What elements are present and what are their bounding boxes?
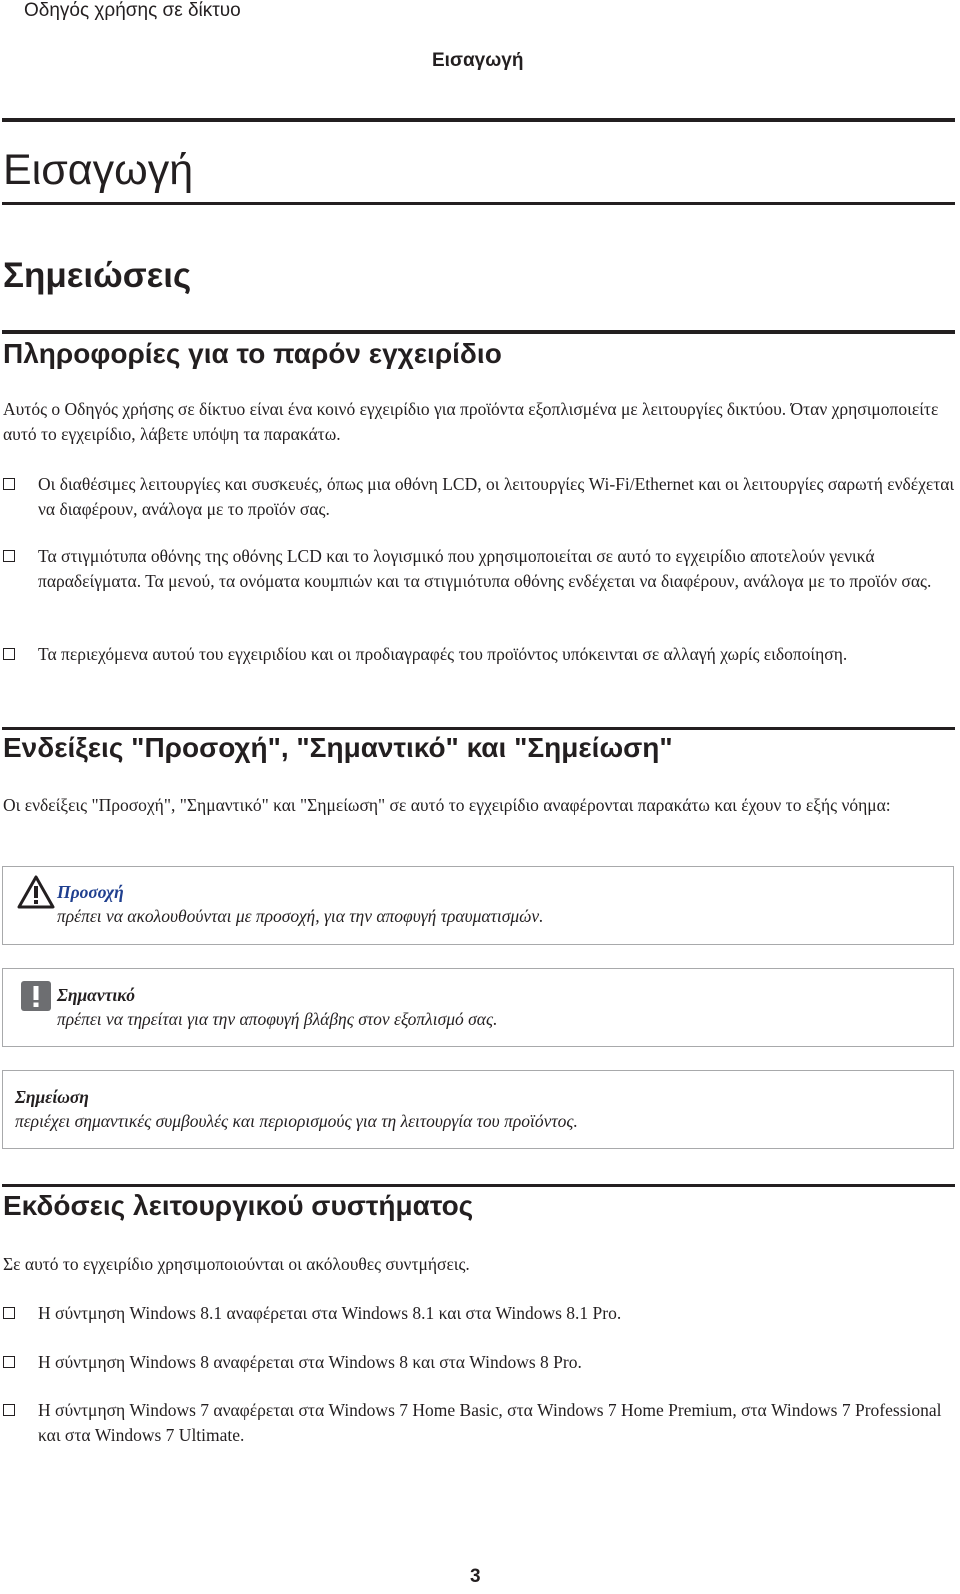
caution-box <box>2 866 954 945</box>
checkbox-bullet-icon <box>3 1404 15 1416</box>
caution-text: πρέπει να ακολουθούνται με προσοχή, για την αποφυγή τραυματισμών. <box>57 906 544 926</box>
list-item-text: Οι διαθέσιμες λειτουργίες και συσκευές, όπως μια οθόνη LCD, οι λειτουργίες Wi-Fi/Ethernet και οι λειτουργίες σαρωτή ενδέχεται να διαφέρουν, ανάλογα με το προϊόν σας. <box>38 474 955 519</box>
important-text: πρέπει να τηρείται για την αποφυγή βλάβης στον εξοπλισμό σας. <box>57 1009 498 1029</box>
checkbox-bullet-icon <box>3 1307 15 1319</box>
chapter-bottom-rule <box>2 202 955 205</box>
caution-title: Προσοχή <box>57 882 124 902</box>
note-title: Σημείωση <box>15 1087 89 1107</box>
os-rule <box>2 1184 955 1187</box>
notes-rule <box>2 330 955 334</box>
note-text: περιέχει σημαντικές συμβουλές και περιορισμούς για τη λειτουργία του προϊόντος. <box>15 1111 578 1131</box>
os-heading: Εκδόσεις λειτουργικού συστήματος <box>3 1190 474 1221</box>
exclamation-icon <box>21 981 51 1011</box>
warning-triangle-icon <box>17 875 55 909</box>
note-box <box>2 1070 954 1149</box>
manual-info-intro: Αυτός ο Οδηγός χρήσης σε δίκτυο είναι ένα κοινό εγχειρίδιο για προϊόντα εξοπλισμένα με λειτουργίες δικτύου. Όταν χρησιμοποιείτε αυτό το εγχειρίδιο, λάβετε υπόψη τα παρακάτω. <box>3 399 939 444</box>
list-item-text: Η σύντμηση Windows 8.1 αναφέρεται στα Windows 8.1 και στα Windows 8.1 Pro. <box>38 1303 622 1323</box>
checkbox-bullet-icon <box>3 648 15 660</box>
indications-heading: Ενδείξεις "Προσοχή", "Σημαντικό" και "Σημείωση" <box>3 732 673 763</box>
page-number: 3 <box>470 1566 481 1587</box>
chapter-title: Εισαγωγή <box>3 146 194 194</box>
notes-heading: Σημειώσεις <box>3 256 192 295</box>
list-item-text: Η σύντμηση Windows 8 αναφέρεται στα Windows 8 και στα Windows 8 Pro. <box>38 1352 582 1372</box>
running-header-section: Εισαγωγή <box>432 50 524 71</box>
list-item-text: Τα στιγμιότυπα οθόνης της οθόνης LCD και το λογισμικό που χρησιμοποιείται σε αυτό το εγχειρίδιο αποτελούν γενικά παραδείγματα. Τα μενού, τα ονόματα κουμπιών και τα στιγμιότυπα οθόνης ενδέχεται να διαφέρουν, ανάλογα με το προϊόν σας. <box>38 546 932 591</box>
list-item-text: Τα περιεχόμενα αυτού του εγχειριδίου και οι προδιαγραφές του προϊόντος υπόκεινται σε αλλαγή χωρίς ειδοποίηση. <box>38 644 848 664</box>
indications-rule <box>2 727 955 730</box>
manual-info-heading: Πληροφορίες για το παρόν εγχειρίδιο <box>3 338 502 369</box>
list-item-text: Η σύντμηση Windows 7 αναφέρεται στα Windows 7 Home Basic, στα Windows 7 Home Premium, στα Windows 7 Professional και στα Windows 7 Ultimate. <box>38 1400 942 1445</box>
running-header-title: Οδηγός χρήσης σε δίκτυο <box>24 0 241 21</box>
important-title: Σημαντικό <box>57 985 135 1005</box>
chapter-top-rule <box>2 118 955 122</box>
important-box <box>2 968 954 1047</box>
checkbox-bullet-icon <box>3 478 15 490</box>
checkbox-bullet-icon <box>3 550 15 562</box>
checkbox-bullet-icon <box>3 1356 15 1368</box>
os-intro: Σε αυτό το εγχειρίδιο χρησιμοποιούνται οι ακόλουθες συντμήσεις. <box>3 1254 470 1274</box>
indications-intro: Οι ενδείξεις "Προσοχή", "Σημαντικό" και "Σημείωση" σε αυτό το εγχειρίδιο αναφέρονται παρακάτω και έχουν το εξής νόημα: <box>3 795 891 815</box>
